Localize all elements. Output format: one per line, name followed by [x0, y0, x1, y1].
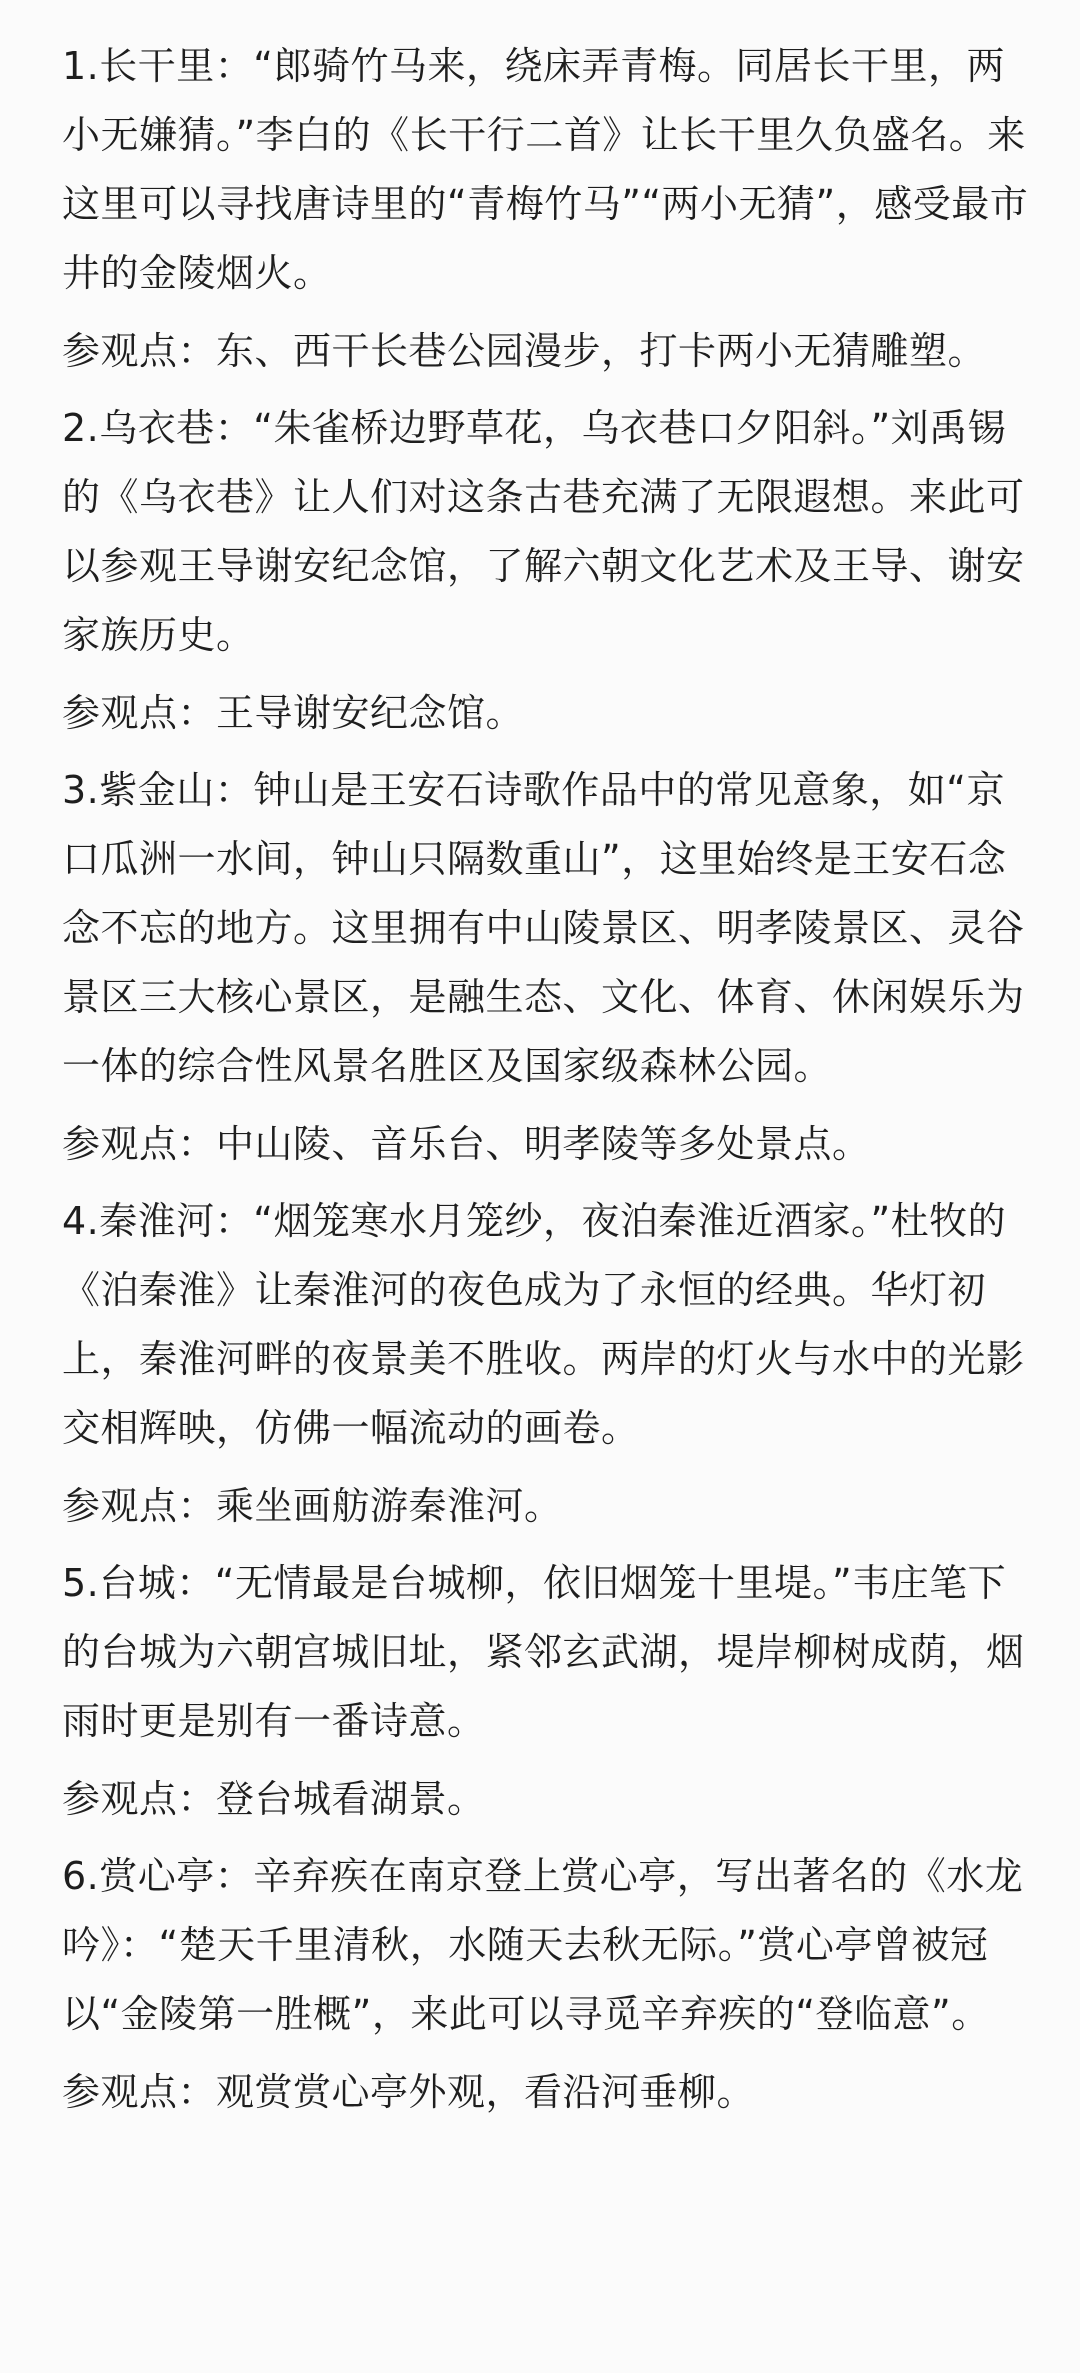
section-paragraph: 1.长干里：“郎骑竹马来，绕床弄青梅。同居长干里，两小无嫌猜。”李白的《长干行二首》让长干里久负盛名。来这里可以寻找唐诗里的“青梅竹马”“两小无猜”，感受最市井的金陵烟火。	[62, 44, 1029, 295]
visit-points: 参观点：中山陵、音乐台、明孝陵等多处景点。	[62, 1122, 871, 1166]
section-qinhuaihe	[62, 1187, 1040, 1541]
section-paragraph: 2.乌衣巷：“朱雀桥边野草花，乌衣巷口夕阳斜。”刘禹锡的《乌衣巷》让人们对这条古巷充满了无限遐想。来此可以参观王导谢安纪念馆，了解六朝文化艺术及王导、谢安家族历史。	[62, 406, 1025, 657]
section-paragraph: 5.台城：“无情最是台城柳，依旧烟笼十里堤。”韦庄笔下的台城为六朝宫城旧址，紧邻玄武湖，堤岸柳树成荫，烟雨时更是别有一番诗意。	[62, 1561, 1025, 1743]
visit-points: 参观点：乘坐画舫游秦淮河。	[62, 1484, 563, 1528]
visit-points: 参观点：观赏赏心亭外观，看沿河垂柳。	[62, 2070, 756, 2114]
section-zijinshan	[62, 756, 1040, 1179]
visit-points: 参观点：东、西干长巷公园漫步，打卡两小无猜雕塑。	[62, 329, 987, 373]
visit-points: 参观点：王导谢安纪念馆。	[62, 691, 525, 735]
section-paragraph: 4.秦淮河：“烟笼寒水月笼纱，夜泊秦淮近酒家。”杜牧的《泊秦淮》让秦淮河的夜色成为了永恒的经典。华灯初上，秦淮河畔的夜景美不胜收。两岸的灯火与水中的光影交相辉映，仿佛一幅流动的画卷。	[62, 1199, 1025, 1450]
visit-points: 参观点：登台城看湖景。	[62, 1777, 486, 1821]
section-paragraph: 6.赏心亭：辛弃疾在南京登上赏心亭，写出著名的《水龙吟》：“楚天千里清秋，水随天去秋无际。”赏心亭曾被冠以“金陵第一胜概”，来此可以寻觅辛弃疾的“登临意”。	[62, 1854, 1024, 2036]
section-changganli	[62, 32, 1040, 386]
section-taicheng	[62, 1549, 1040, 1834]
section-shangxinting	[62, 1842, 1040, 2127]
section-wuyixiang	[62, 394, 1040, 748]
section-paragraph: 3.紫金山：钟山是王安石诗歌作品中的常见意象，如“京口瓜洲一水间，钟山只隔数重山”，这里始终是王安石念念不忘的地方。这里拥有中山陵景区、明孝陵景区、灵谷景区三大核心景区，是融生态、文化、体育、休闲娱乐为一体的综合性风景名胜区及国家级森林公园。	[62, 768, 1025, 1088]
